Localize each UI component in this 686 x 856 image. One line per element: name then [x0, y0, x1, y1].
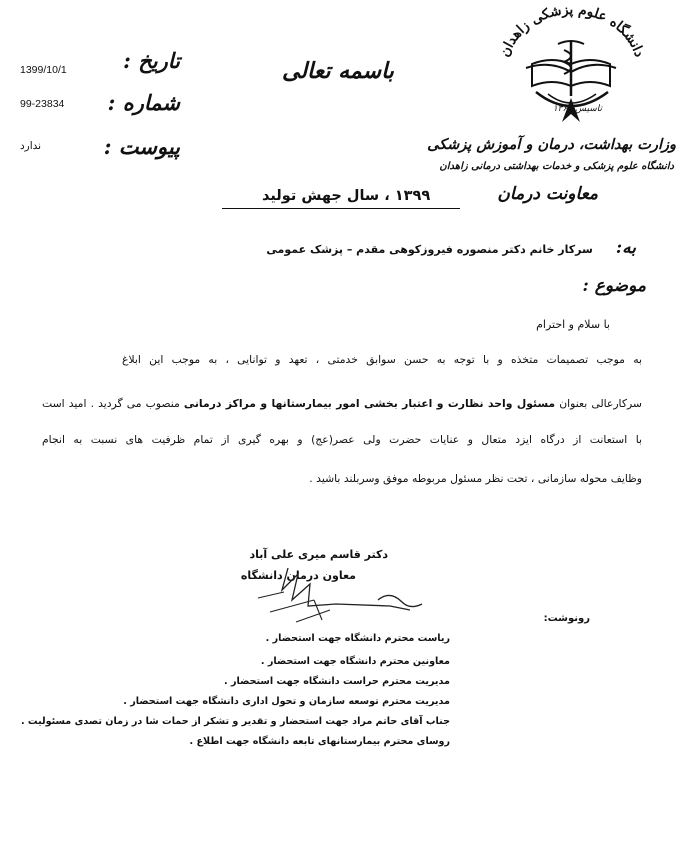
body-line-4: وظایف محوله سازمانی ، تحت نظر مسئول مربوطه موفق وسربلند باشید .: [309, 472, 642, 485]
university-line: دانشگاه علوم پزشکی و خدمات بهداشتی درمانی زاهدان: [439, 161, 674, 172]
signatory-name: دکتر قاسم میری علی آباد: [249, 548, 388, 561]
cc-label: رونوشت:: [543, 613, 590, 624]
cc-item: روسای محترم بیمارستانهای تابعه دانشگاه جهت اطلاع .: [189, 736, 450, 747]
year-slogan: ۱۳۹۹ ، سال جهش تولید: [262, 188, 431, 204]
department-title: معاونت درمان: [497, 184, 598, 204]
founded-label: تاسیس ۱۳۶۵: [552, 104, 602, 114]
attachment-label: پیوست :: [103, 134, 180, 159]
body-line-2: [42, 398, 642, 411]
cc-item: ریاست محترم دانشگاه جهت استحضار .: [265, 633, 450, 644]
cc-item: معاونین محترم دانشگاه جهت استحضار .: [260, 656, 450, 667]
greeting: با سلام و احترام: [536, 318, 610, 331]
body-line-2-end: منصوب می گردید . امید است: [42, 397, 180, 410]
recipient-line: [266, 238, 636, 258]
invocation-heading: باسمه تعالی: [282, 58, 394, 84]
cc-item: مدیریت محترم حراست دانشگاه جهت استحضار .: [224, 676, 450, 687]
handwritten-signature-icon: [240, 560, 430, 630]
date-value: 1399/10/1: [20, 64, 67, 76]
position-title: مسئول واحد نظارت و اعتبار بخشی امور بیمارستانها و مراکز درمانی: [183, 397, 556, 410]
recipient-text: سرکار خانم دکتر منصوره فیروزکوهی مقدم – پزشک عمومی: [266, 243, 593, 256]
svg-text:دانشگاه علوم پزشکی زاهدان: دانشگاه علوم پزشکی زاهدان: [496, 2, 648, 60]
ministry-line: وزارت بهداشت، درمان و آموزش پزشکی: [427, 136, 676, 153]
date-label: تاریخ :: [123, 48, 180, 73]
attachment-value: ندارد: [20, 140, 42, 152]
body-line-2-start: سرکارعالی بعنوان: [559, 397, 642, 410]
recipient-label: به:: [615, 238, 636, 258]
signatory-title: معاون درمان دانشگاه: [240, 569, 356, 582]
cc-item: مدیریت محترم توسعه سازمان و تحول اداری دانشگاه جهت استحضار .: [123, 696, 450, 707]
cc-item: جناب آقای حاتم مراد جهت استحضار و تقدیر و تشکر از حمات شا در زمان تصدی مسئولیت .: [20, 716, 450, 727]
number-label: شماره :: [107, 90, 180, 115]
number-value: 99-23834: [20, 98, 65, 110]
header-divider: [222, 208, 460, 209]
subject-label: موضوع :: [582, 276, 646, 296]
body-line-3: با استعانت از درگاه ایزد متعال و عنایات حضرت ولی عصر(عج) و بهره گیری از تمام ظرفیت های نسبت به انجام: [42, 433, 642, 446]
body-line-1: به موجب تصمیمات متخذه و با توجه به حسن سوابق خدمتی ، تعهد و توانایی ، به موجب این ابلاغ: [122, 353, 642, 366]
